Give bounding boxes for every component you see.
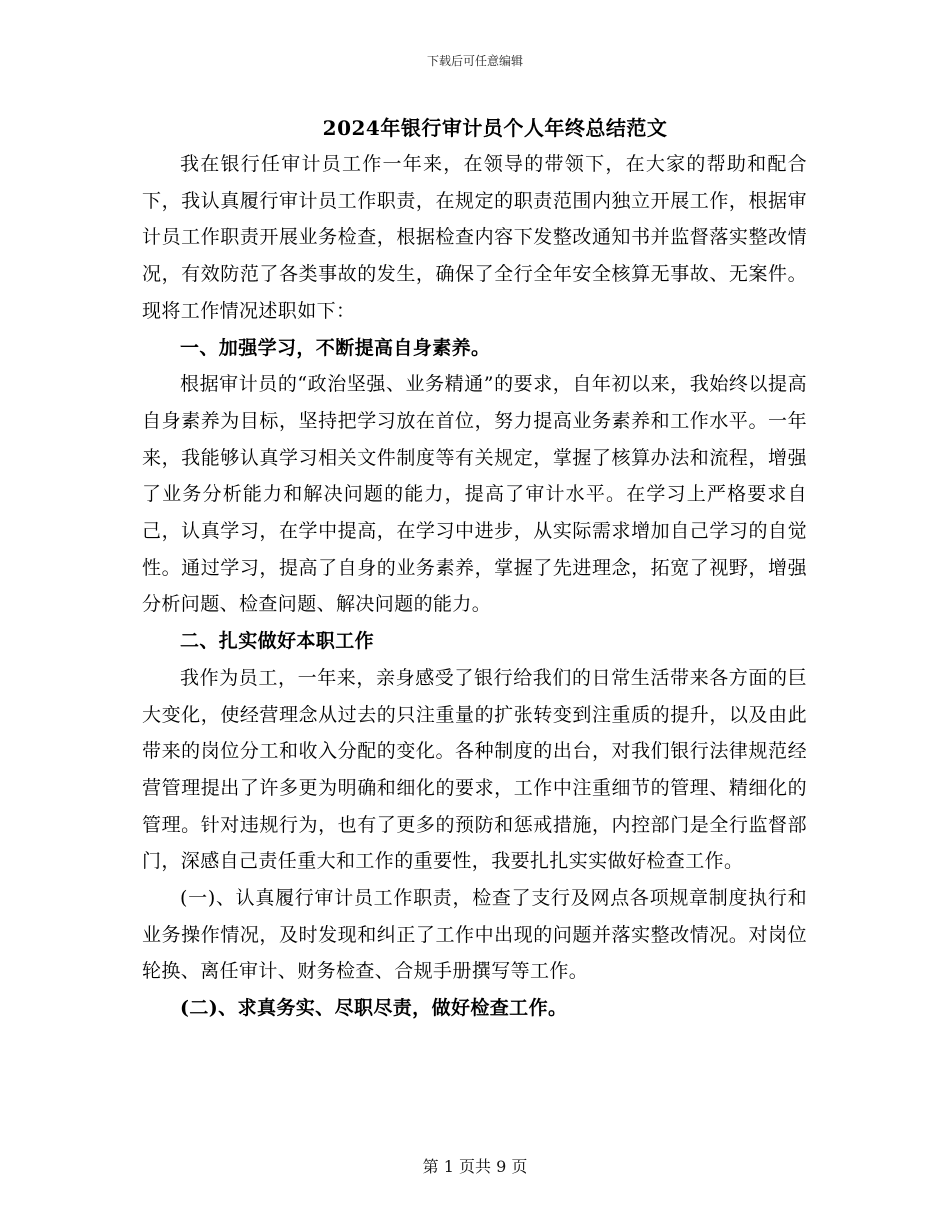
paragraph-duties: (一)、认真履行审计员工作职责，检查了支行及网点各项规章制度执行和业务操作情况，及时发现和纠正了工作中出现的问题并落实整改情况。对岗位轮换、离任审计、财务检查、合规手册撰写等工作。: [142, 887, 807, 983]
document-body: [142, 146, 807, 1027]
document-title: 2024年银行审计员个人年终总结范文: [322, 116, 668, 140]
paragraph-intro: 我在银行任审计员工作一年来，在领导的带领下，在大家的帮助和配合下，我认真履行审计员工作职责，在规定的职责范围内独立开展工作，根据审计员工作职责开展业务检查，根据检查内容下发整改通知书并监督落实整改情况，有效防范了各类事故的发生，确保了全行全年安全核算无事故、无案件。现将工作情况述职如下：: [142, 153, 807, 322]
paragraph-study: 根据审计员的“政治坚强、业务精通”的要求，自年初以来，我始终以提高自身素养为目标，坚持把学习放在首位，努力提高业务素养和工作水平。一年来，我能够认真学习相关文件制度等有关规定，掌握了核算办法和流程，增强了业务分析能力和解决问题的能力，提高了审计水平。在学习上严格要求自己，认真学习，在学中提高，在学习中进步，从实际需求增加自己学习的自觉性。通过学习，提高了自身的业务素养，掌握了先进理念，拓宽了视野，增强分析问题、检查问题、解决问题的能力。: [142, 373, 807, 616]
subsection-heading-2: (二)、求真务实、尽职尽责，做好检查工作。: [180, 997, 568, 1020]
section-heading-1: 一、加强学习，不断提高自身素养。: [180, 336, 491, 359]
page-header: 下载后可任意编辑: [426, 54, 523, 68]
section-heading-2: 二、扎实做好本职工作: [180, 630, 375, 653]
page-number: 第 1 页共 9 页: [422, 1157, 528, 1176]
paragraph-work: 我作为员工，一年来，亲身感受了银行给我们的日常生活带来各方面的巨大变化，使经营理念从过去的只注重量的扩张转变到注重质的提升，以及由此带来的岗位分工和收入分配的变化。各种制度的出台，对我们银行法律规范经营管理提出了许多更为明确和细化的要求，工作中注重细节的管理、精细化的管理。针对违规行为，也有了更多的预防和惩戒措施，内控部门是全行监督部门，深感自己责任重大和工作的重要性，我要扎扎实实做好检查工作。: [142, 666, 807, 873]
